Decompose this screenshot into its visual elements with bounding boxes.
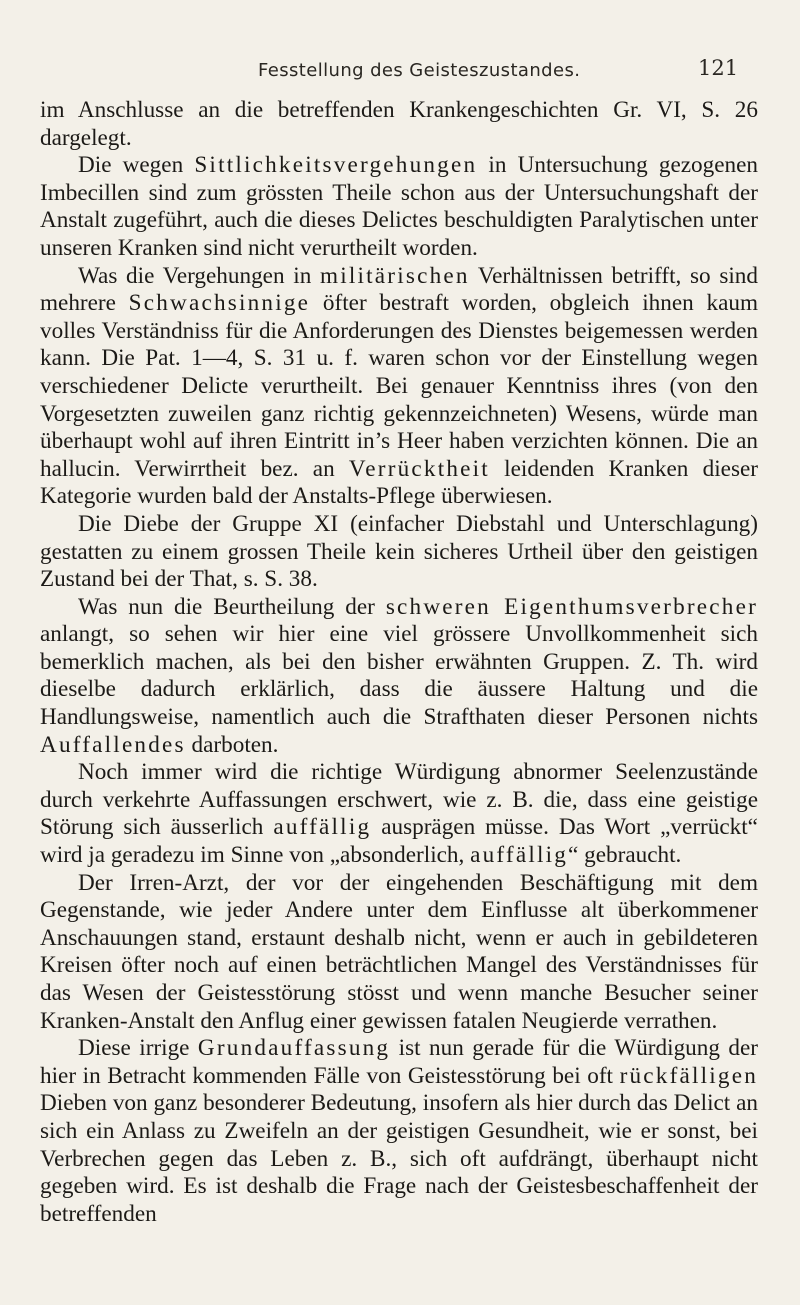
- text-run: “ gebraucht.: [568, 842, 682, 869]
- spaced-text-run: schweren Eigenthumsverbrecher: [385, 593, 758, 620]
- text-run: leidenden Kranken dieser Kategorie wurden bald der Anstalts-Pflege überwiesen.: [40, 455, 758, 510]
- paragraph-7: [40, 870, 758, 1036]
- paragraph-5: [40, 594, 758, 760]
- text-run: Diese irrige: [78, 1035, 198, 1062]
- paragraph-6: [40, 759, 758, 869]
- spaced-text-run: Sittlichkeitsvergehungen: [194, 152, 478, 179]
- page-header: [0, 52, 800, 92]
- spaced-text-run: Verrücktheit: [348, 455, 490, 482]
- spaced-text-run: Schwachsinnige: [128, 290, 311, 317]
- page-number: 121: [698, 56, 739, 80]
- text-run: Dieben von ganz besonderer Bedeutung, insofern als hier durch das Delict an sich ein Anlass zu Zweifeln an der geistigen Gesundheit, wie er sonst, bei Verbrechen gegen das Leben z. B., sich oft aufdrängt, überhaupt nicht gegeben wird. Es ist deshalb die Frage nach der Geistesbeschaffenheit der betreffenden: [40, 1090, 758, 1227]
- spaced-text-run: rückfälligen: [619, 1062, 758, 1089]
- text-run: Die Diebe der Gruppe XI (einfacher Diebstahl und Unterschlagung) gestatten zu einem grossen Theile kein sicheres Urtheil über den geistigen Zustand bei der That, s. S. 38.: [40, 510, 758, 593]
- running-head: Fesstellung des Geisteszustandes.: [258, 60, 581, 81]
- spaced-text-run: Auffallendes: [40, 731, 186, 758]
- spaced-text-run: auffällig: [273, 814, 372, 841]
- paragraph-1: [40, 97, 758, 152]
- text-run: im Anschlusse an die betreffenden Krankengeschichten Gr. VI, S. 26 dargelegt.: [40, 97, 758, 151]
- text-run: ausprägen müsse. Das Wort „verrückt“ wird ja geradezu im Sinne von „absonderlich,: [40, 814, 758, 869]
- text-run: öfter bestraft worden, obgleich ihnen kaum volles Verständniss für die Anforderungen des Dienstes beigemessen werden kann. Die Pat. 1—4, S. 31 u. f. waren schon vor der Einstellung wegen verschiedener Delicte verurtheilt. Bei genauer Kenntniss ihres (von den Vorgesetzten zuweilen ganz richtig gekennzeichneten) Wesens, würde man überhaupt wohl auf ihren Eintritt in’s Heer haben verzichten können. Die an hallucin. Verwirrtheit bez. an: [40, 290, 758, 482]
- text-run: Was die Vergehungen in: [78, 262, 320, 289]
- spaced-text-run: auffällig: [470, 842, 569, 869]
- paragraph-2: [40, 152, 758, 262]
- text-run: anlangt, so sehen wir hier eine viel grössere Unvollkommenheit sich bemerklich machen, als bei den bisher erwähnten Gruppen. Z. Th. wird dieselbe dadurch erklärlich, dass die äussere Haltung und die Handlungsweise, namentlich auch die Strafthaten dieser Personen nichts: [40, 621, 758, 731]
- text-run: ist nun gerade für die Würdigung der hier in Betracht kommenden Fälle von Geistesstörung bei oft: [40, 1035, 759, 1089]
- paragraph-3: [40, 263, 758, 511]
- spaced-text-run: militärischen: [320, 262, 470, 289]
- body-text: [40, 97, 758, 1228]
- text-run: Der Irren-Arzt, der vor der eingehenden Beschäftigung mit dem Gegenstande, wie jeder Andere unter dem Einflusse alt überkommener Anschauungen stand, erstaunt deshalb nicht, wenn er auch in gebildeteren Kreisen öfter noch auf einen beträchtlichen Mangel des Verständnisses für das Wesen der Geistesstörung stösst und wenn manche Besucher seiner Kranken-Anstalt den Anflug einer gewissen fatalen Neugierde verrathen.: [40, 869, 758, 1034]
- paragraph-8: [40, 1035, 758, 1228]
- text-run: Noch immer wird die richtige Würdigung abnormer Seelenzustände durch verkehrte Auffassungen erschwert, wie z. B. die, dass eine geistige Störung sich äusserlich: [40, 759, 758, 841]
- text-run: Was nun die Beurtheilung der: [78, 593, 386, 620]
- text-run: Verhältnissen betrifft, so sind mehrere: [40, 262, 758, 317]
- spaced-text-run: Grundauffassung: [197, 1035, 391, 1062]
- text-run: in Untersuchung gezogenen Imbecillen sind zum grössten Theile schon aus der Untersuchungshaft der Anstalt zugeführt, auch die dieses Delictes beschuldigten Paralytischen unter unseren Kranken sind nicht verurtheilt worden.: [40, 152, 758, 261]
- text-run: darboten.: [185, 731, 279, 758]
- text-run: Die wegen: [78, 152, 195, 179]
- paragraph-4: [40, 511, 758, 594]
